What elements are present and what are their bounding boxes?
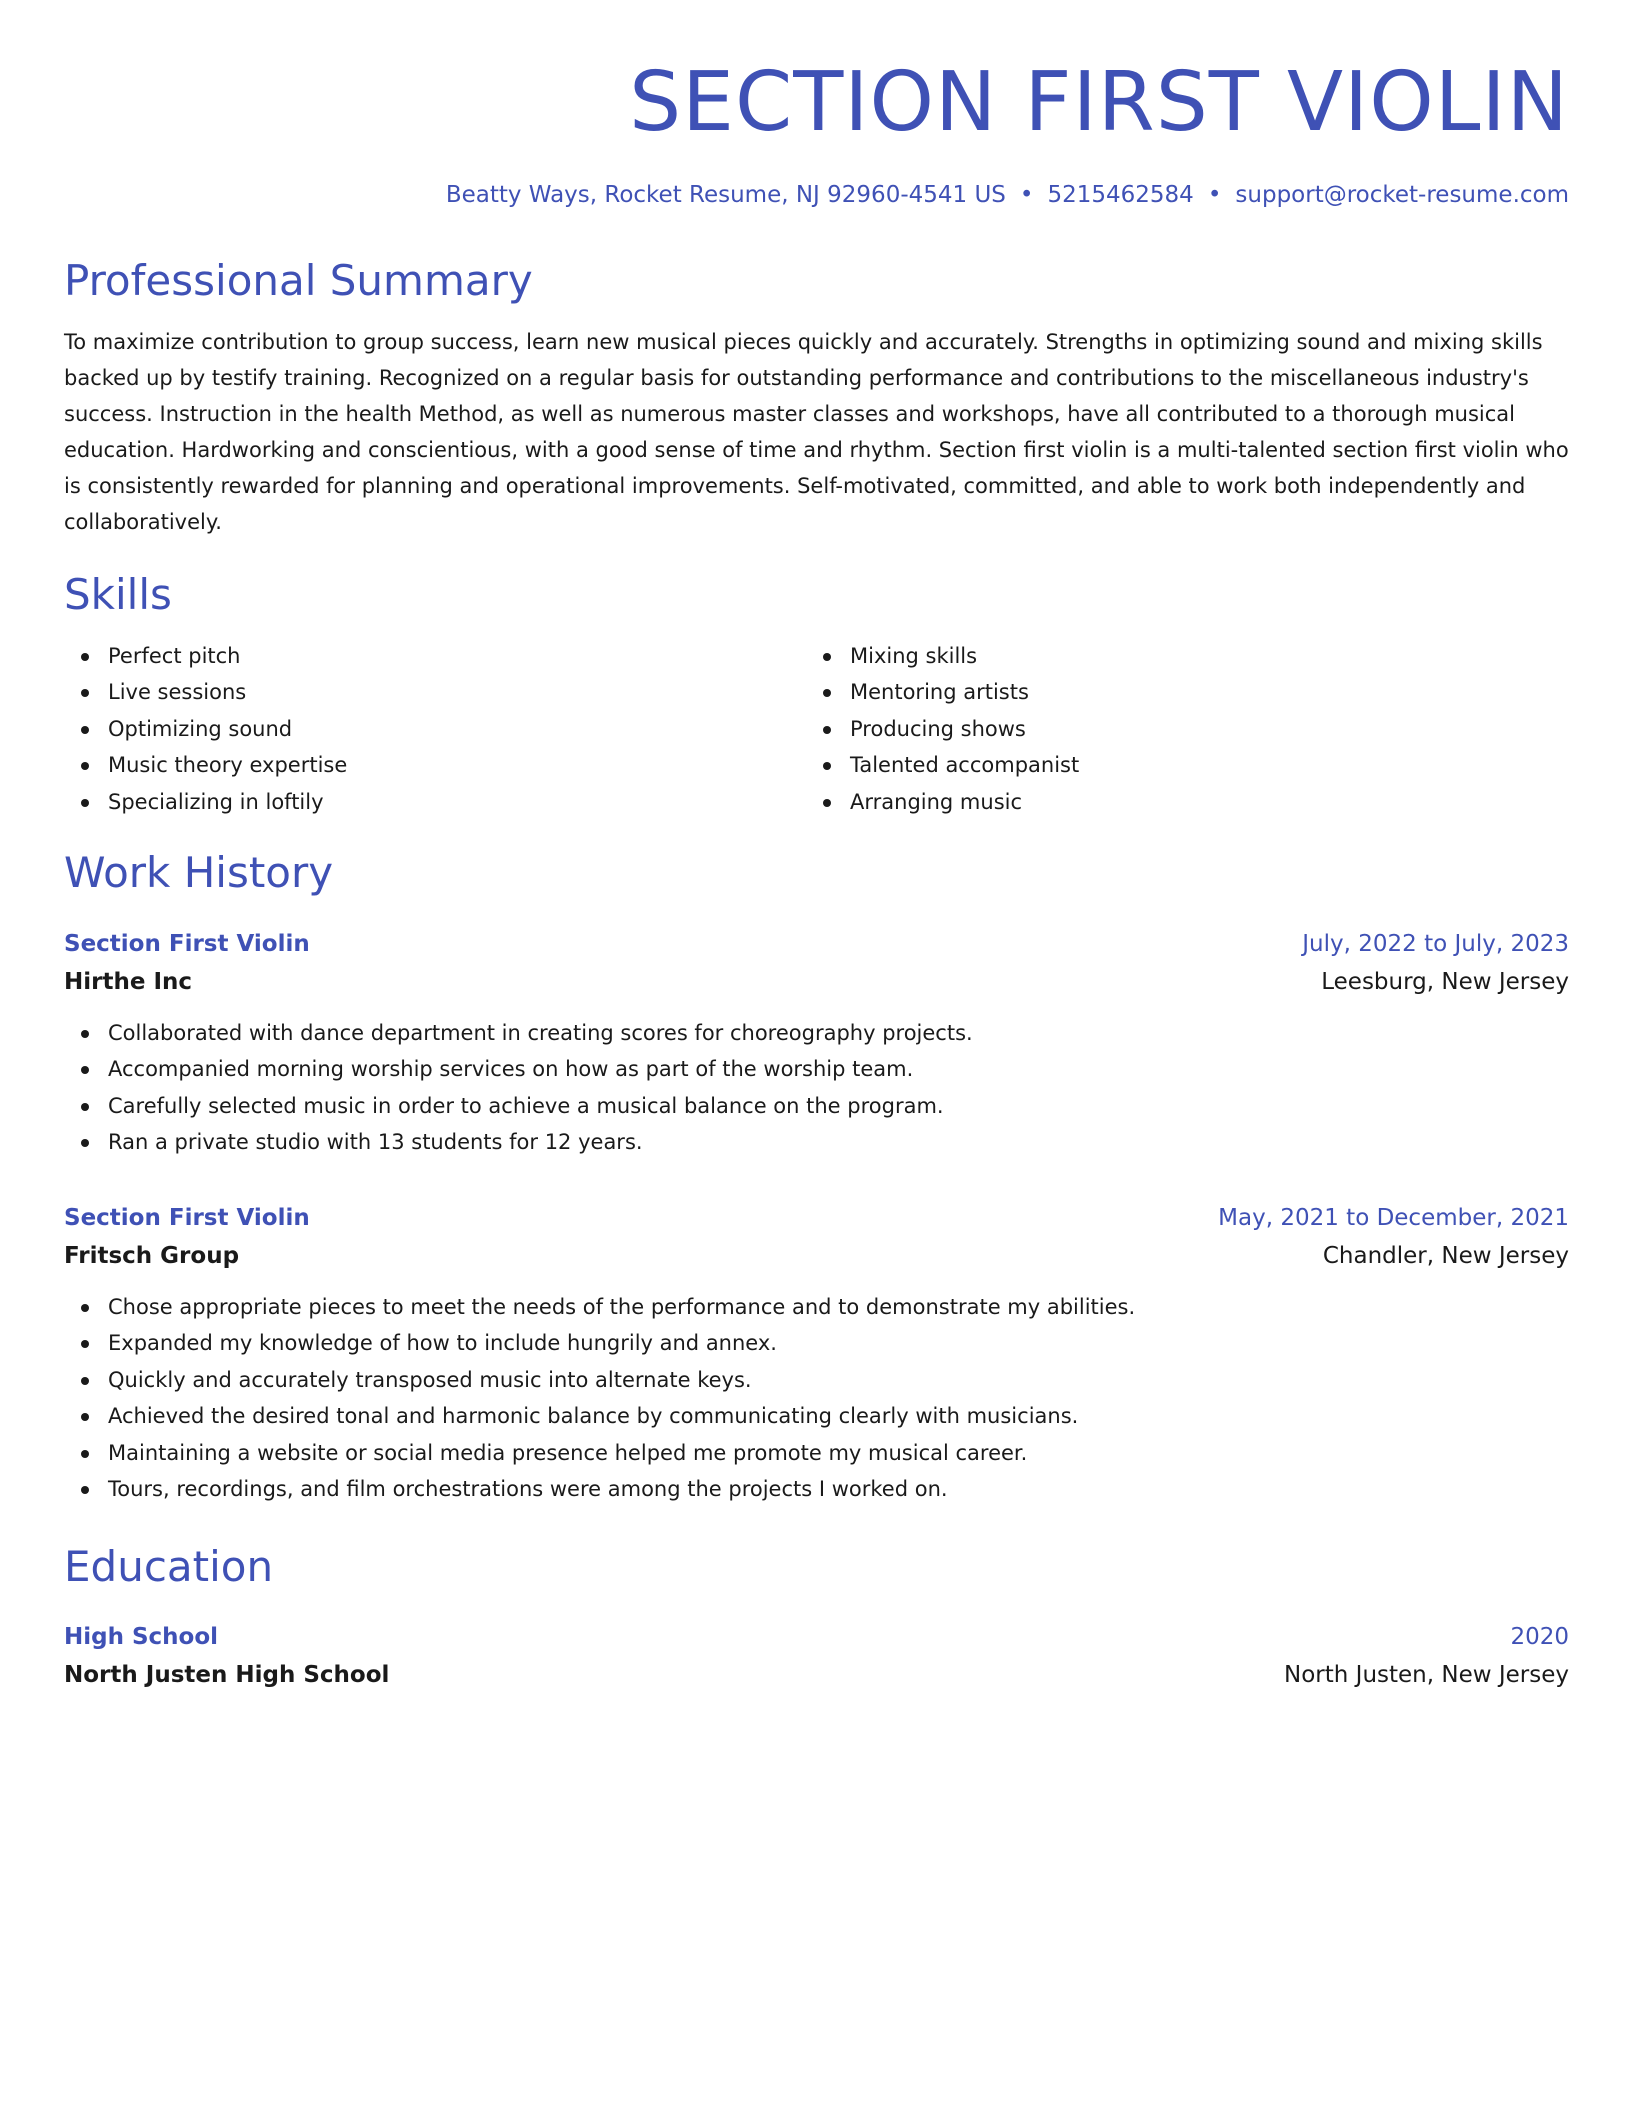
job-header-row <box>64 1199 1569 1237</box>
job-company-row <box>64 1237 1569 1275</box>
job-bullet: Carefully selected music in order to achieve a musical balance on the program. <box>64 1088 1569 1125</box>
work-history-heading: Work History <box>64 848 334 898</box>
job-bullet: Accompanied morning worship services on how as part of the worship team. <box>64 1051 1569 1088</box>
skills-grid <box>64 638 1569 821</box>
job-company: Hirthe Inc <box>64 968 193 995</box>
summary-heading: Professional Summary <box>64 255 533 305</box>
contact-separator: • <box>1019 182 1034 208</box>
contact-email: support@rocket-resume.com <box>1235 182 1569 208</box>
resume-page <box>64 0 1569 1694</box>
job-dates: July, 2022 to July, 2023 <box>1302 930 1569 957</box>
skills-list-right <box>806 638 1548 821</box>
education-entry <box>64 1618 1569 1694</box>
job-bullet: Quickly and accurately transposed music into alternate keys. <box>64 1362 1569 1399</box>
job-location: Chandler, New Jersey <box>1322 1242 1569 1269</box>
job-bullet: Collaborated with dance department in creating scores for choreography projects. <box>64 1015 1569 1052</box>
education-school: North Justen High School <box>64 1661 390 1688</box>
job-company: Fritsch Group <box>64 1242 240 1269</box>
skills-list-left <box>64 638 806 821</box>
job-bullet: Expanded my knowledge of how to include hungrily and annex. <box>64 1325 1569 1362</box>
job-entry <box>64 925 1569 1161</box>
skill-item: Mentoring artists <box>806 674 1548 711</box>
job-bullet: Achieved the desired tonal and harmonic balance by communicating clearly with musicians. <box>64 1398 1569 1435</box>
summary-text: To maximize contribution to group success, learn new musical pieces quickly and accurately. Strengths in optimizing sound and mixing skills backed up by testify training. Recognized on a regular basis for outstanding performance and contributions to the miscellaneous industry's success. Instruction in the health Method, as well as numerous master classes and workshops, have all contributed to a thorough musical education. Hardworking and conscientious, with a good sense of time and rhythm. Section first violin is a multi-talented section first violin who is consistently rewarded for planning and operational improvements. Self-motivated, committed, and able to work both independently and collaboratively. <box>64 329 1569 534</box>
job-bullets <box>64 1015 1569 1161</box>
job-bullet: Maintaining a website or social media presence helped me promote my musical career. <box>64 1435 1569 1472</box>
job-dates: May, 2021 to December, 2021 <box>1218 1204 1569 1231</box>
job-bullet: Tours, recordings, and film orchestrations were among the projects I worked on. <box>64 1471 1569 1508</box>
skill-item: Producing shows <box>806 711 1548 748</box>
job-bullets <box>64 1289 1569 1508</box>
education-degree: High School <box>64 1623 219 1650</box>
job-header-row <box>64 925 1569 963</box>
contact-separator: • <box>1207 182 1222 208</box>
contact-phone: 5215462584 <box>1047 182 1194 208</box>
job-entry <box>64 1199 1569 1508</box>
skills-heading: Skills <box>64 569 172 619</box>
job-location: Leesburg, New Jersey <box>1321 968 1569 995</box>
skill-item: Music theory expertise <box>64 747 806 784</box>
contact-address: Beatty Ways, Rocket Resume, NJ 92960-4541 US <box>445 182 1006 208</box>
job-company-row <box>64 963 1569 1001</box>
skill-item: Optimizing sound <box>64 711 806 748</box>
job-bullet: Chose appropriate pieces to meet the needs of the performance and to demonstrate my abilities. <box>64 1289 1569 1326</box>
candidate-name: SECTION FIRST VIOLIN <box>629 55 1569 150</box>
skill-item: Perfect pitch <box>64 638 806 675</box>
education-school-row <box>64 1656 1569 1694</box>
skill-item: Specializing in loftily <box>64 784 806 821</box>
education-location: North Justen, New Jersey <box>1284 1661 1569 1688</box>
education-year: 2020 <box>1510 1623 1569 1650</box>
skill-item: Arranging music <box>806 784 1548 821</box>
education-heading: Education <box>64 1541 274 1591</box>
skill-item: Talented accompanist <box>806 747 1548 784</box>
job-role: Section First Violin <box>64 930 310 957</box>
job-role: Section First Violin <box>64 1204 310 1231</box>
contact-line <box>64 182 1569 210</box>
skill-item: Mixing skills <box>806 638 1548 675</box>
skill-item: Live sessions <box>64 674 806 711</box>
job-bullet: Ran a private studio with 13 students for 12 years. <box>64 1124 1569 1161</box>
education-header-row <box>64 1618 1569 1656</box>
